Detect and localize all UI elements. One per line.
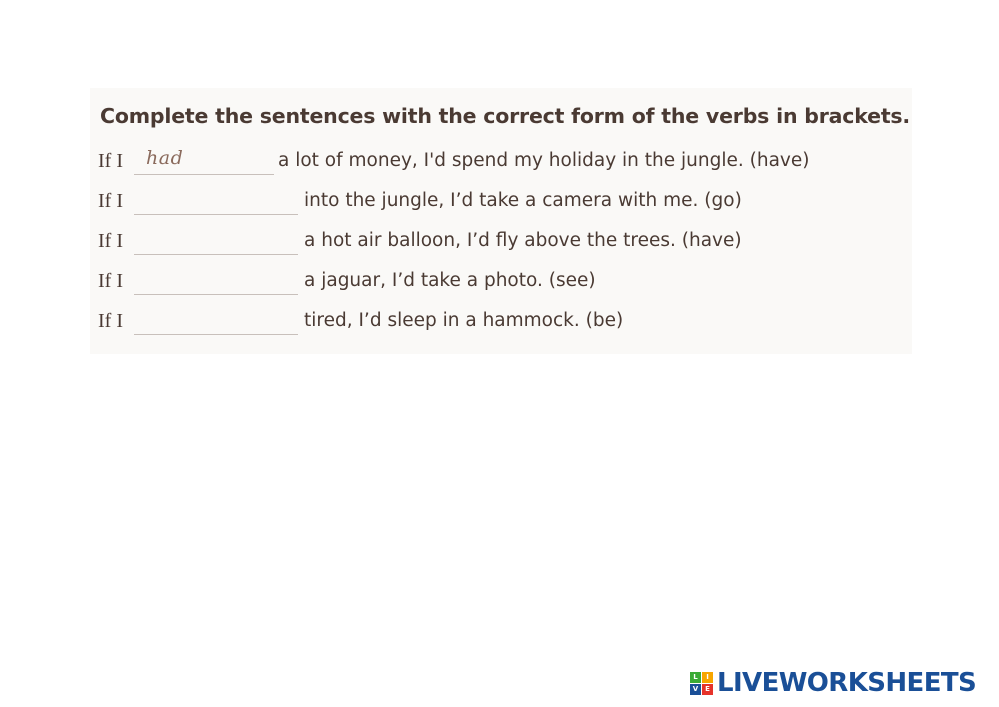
- worksheet-panel: [90, 88, 912, 354]
- sentence-rest: tired, I’d sleep in a hammock. (be): [304, 310, 624, 331]
- logo-mark-tile: E: [702, 684, 713, 695]
- sentence-lead: If I: [98, 270, 123, 292]
- answer-blank-4[interactable]: [134, 270, 298, 295]
- sentence-lead: If I: [98, 150, 123, 172]
- answer-text: had: [146, 147, 184, 169]
- answer-blank-5[interactable]: [134, 310, 298, 335]
- logo-mark-tile: I: [702, 672, 713, 683]
- answer-blank-1[interactable]: [134, 147, 274, 175]
- logo-mark-tile: V: [690, 684, 701, 695]
- instruction-heading: Complete the sentences with the correct form of the verbs in brackets.: [100, 104, 911, 128]
- answer-blank-3[interactable]: [134, 230, 298, 255]
- sentence-lead: If I: [98, 190, 123, 212]
- sentence-lead: If I: [98, 310, 123, 332]
- logo-mark-icon: [690, 672, 713, 695]
- logo-text: LIVEWORKSHEETS: [717, 668, 977, 698]
- sentence-rest: a lot of money, I'd spend my holiday in the jungle. (have): [278, 150, 810, 171]
- answer-blank-2[interactable]: [134, 190, 298, 215]
- liveworksheets-logo: [690, 668, 976, 698]
- sentence-rest: into the jungle, I’d take a camera with me. (go): [304, 190, 742, 211]
- sentence-rest: a jaguar, I’d take a photo. (see): [304, 270, 596, 291]
- logo-mark-tile: L: [690, 672, 701, 683]
- sentence-rest: a hot air balloon, I’d fly above the trees. (have): [304, 230, 742, 251]
- sentence-lead: If I: [98, 230, 123, 252]
